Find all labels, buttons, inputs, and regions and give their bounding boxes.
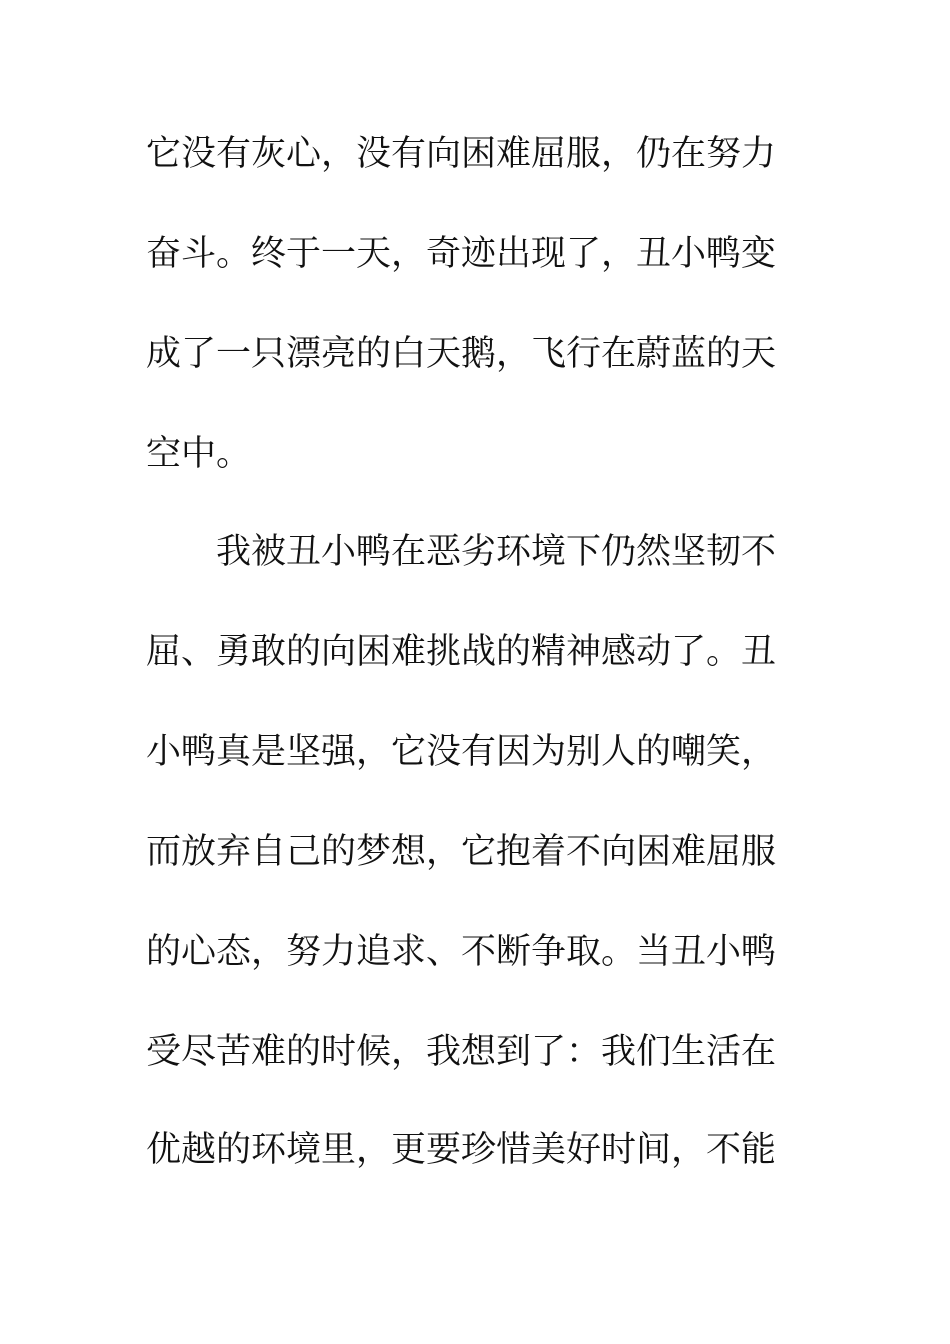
text-line: 屈、勇敢的向困难挑战的精神感动了。丑 bbox=[146, 632, 777, 672]
text-line: 优越的环境里，更要珍惜美好时间，不能 bbox=[146, 1130, 777, 1170]
text-line-indented: 我被丑小鸭在恶劣环境下仍然坚韧不 bbox=[216, 532, 777, 572]
text-line: 受尽苦难的时候，我想到了：我们生活在 bbox=[146, 1032, 777, 1072]
text-line: 它没有灰心，没有向困难屈服，仍在努力 bbox=[146, 134, 777, 174]
text-line: 空中。 bbox=[146, 434, 252, 474]
text-line: 奋斗。终于一天，奇迹出现了，丑小鸭变 bbox=[146, 234, 777, 274]
text-line: 而放弃自己的梦想，它抱着不向困难屈服 bbox=[146, 832, 777, 872]
text-line: 成了一只漂亮的白天鹅，飞行在蔚蓝的天 bbox=[146, 334, 777, 374]
text-line: 的心态，努力追求、不断争取。当丑小鸭 bbox=[146, 932, 777, 972]
text-line: 小鸭真是坚强，它没有因为别人的嘲笑， bbox=[146, 732, 777, 772]
